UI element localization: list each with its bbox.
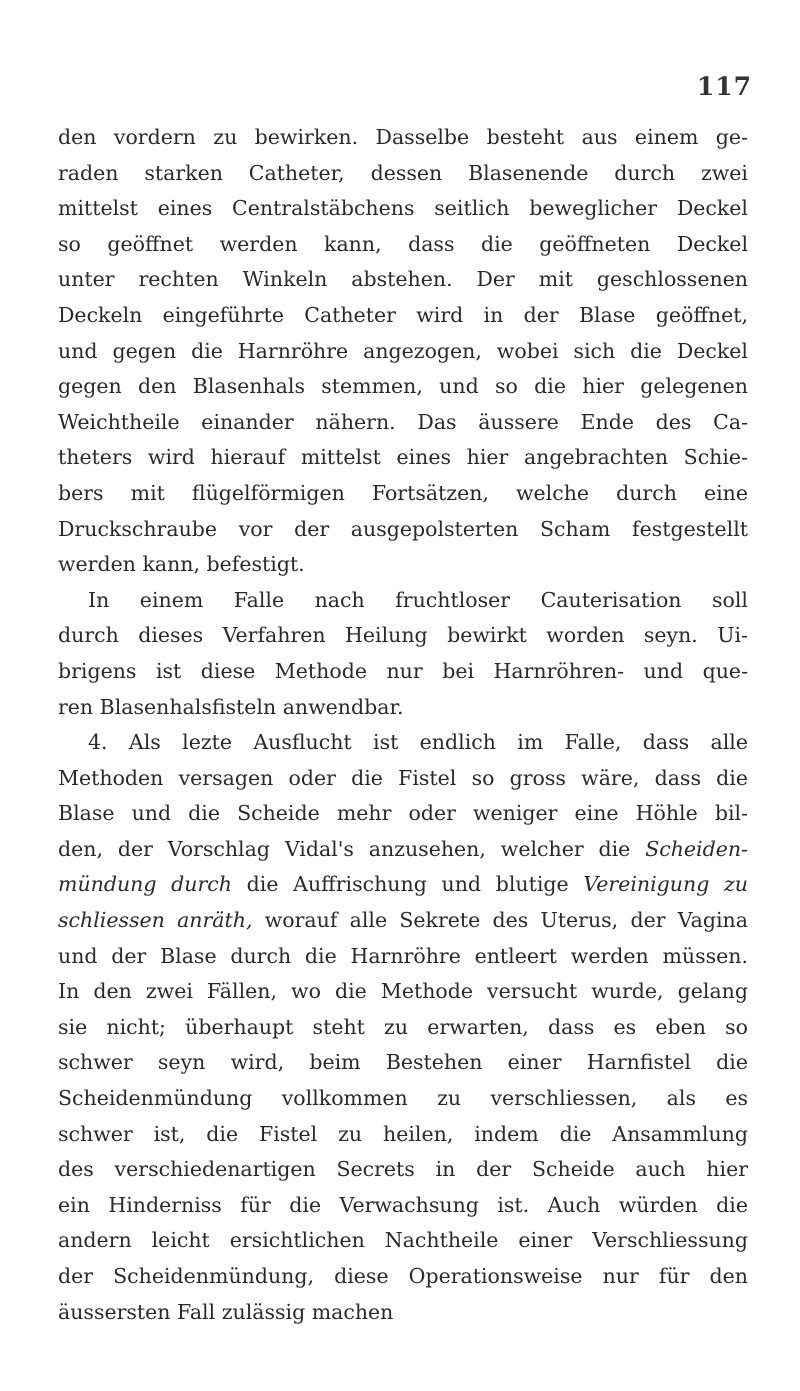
text-line	[58, 690, 748, 726]
text-line	[58, 476, 748, 512]
text-run: Scheidenmündung vollkommen zu verschliessen, als es	[58, 1086, 748, 1111]
text-run: und der Blase durch die Harnröhre entleert werden müssen.	[58, 943, 748, 968]
text-run: sie nicht; überhaupt steht zu erwarten, dass es eben so	[58, 1014, 748, 1039]
body-text	[58, 120, 748, 1330]
text-run: Weichtheile einander nähern. Das äussere Ende des Ca-	[58, 409, 748, 434]
text-run: schwer ist, die Fistel zu heilen, indem die Ansammlung	[58, 1121, 748, 1146]
text-run: unter rechten Winkeln abstehen. Der mit geschlossenen	[58, 267, 748, 292]
text-line	[58, 1295, 748, 1331]
italic-text: Scheiden-	[645, 836, 748, 861]
text-run: brigens ist diese Methode nur bei Harnröhren- und que-	[58, 658, 748, 683]
text-run: ren Blasenhalsfisteln anwendbar.	[58, 694, 404, 719]
text-line	[58, 867, 748, 903]
italic-text: schliessen anräth,	[58, 908, 253, 933]
text-run: theters wird hierauf mittelst eines hier angebrachten Schie-	[58, 445, 748, 470]
text-run: Methoden versagen oder die Fistel so gross wäre, dass die	[58, 765, 748, 790]
text-line	[58, 618, 748, 654]
text-line	[58, 1081, 748, 1117]
page-number: 117	[696, 72, 752, 101]
text-run: bers mit flügelförmigen Fortsätzen, welche durch eine	[58, 480, 748, 505]
text-line	[58, 120, 748, 156]
text-run: Druckschraube vor der ausgepolsterten Scham festgestellt	[58, 516, 748, 541]
text-line	[58, 583, 748, 619]
text-run: die Auffrischung und blutige	[232, 872, 584, 897]
text-line	[58, 1117, 748, 1153]
text-run: äussersten Fall zulässig machen	[58, 1299, 394, 1324]
text-run: Blase und die Scheide mehr oder weniger eine Höhle bil-	[58, 801, 748, 826]
text-run: andern leicht ersichtlichen Nachtheile einer Verschliessung	[58, 1228, 748, 1253]
text-line	[58, 1152, 748, 1188]
text-line	[58, 369, 748, 405]
text-run: In einem Falle nach fruchtloser Cauterisation soll	[88, 587, 748, 612]
text-line	[58, 1259, 748, 1295]
text-run: raden starken Catheter, dessen Blasenende durch zwei	[58, 160, 748, 185]
text-line	[58, 227, 748, 263]
text-run: werden kann, befestigt.	[58, 552, 305, 577]
text-line	[58, 1223, 748, 1259]
text-run: der Scheidenmündung, diese Operationsweise nur für den	[58, 1264, 748, 1288]
text-run: den vordern zu bewirken. Dasselbe besteht aus einem ge-	[58, 125, 748, 149]
text-line	[58, 796, 748, 832]
text-line	[58, 440, 748, 476]
text-run: so geöffnet werden kann, dass die geöffneten Deckel	[58, 231, 748, 256]
italic-text: Vereinigung zu	[583, 872, 748, 897]
text-line	[58, 761, 748, 797]
text-run: durch dieses Verfahren Heilung bewirkt worden seyn. Ui-	[58, 623, 748, 648]
text-line	[58, 1010, 748, 1046]
italic-text: mündung durch	[58, 872, 232, 897]
text-line	[58, 298, 748, 334]
text-line	[58, 262, 748, 298]
text-run: den, der Vorschlag Vidal's anzusehen, welcher die	[58, 836, 646, 861]
text-line	[58, 512, 748, 548]
text-line	[58, 725, 748, 761]
text-line	[58, 903, 748, 939]
text-line	[58, 547, 748, 583]
text-run: schwer seyn wird, beim Bestehen einer Harnfistel die	[58, 1050, 748, 1075]
text-line	[58, 334, 748, 370]
text-run: gegen den Blasenhals stemmen, und so die hier gelegenen	[58, 374, 748, 399]
text-line	[58, 191, 748, 227]
text-run: In den zwei Fällen, wo die Methode versucht wurde, gelang	[58, 979, 748, 1004]
text-run: worauf alle Sekrete des Uterus, der Vagina	[252, 908, 748, 933]
text-run: mittelst eines Centralstäbchens seitlich beweglicher Deckel	[58, 196, 748, 221]
text-run: des verschiedenartigen Secrets in der Scheide auch hier	[58, 1157, 748, 1182]
text-run: ein Hinderniss für die Verwachsung ist. Auch würden die	[58, 1192, 748, 1217]
text-line	[58, 654, 748, 690]
text-line	[58, 405, 748, 441]
text-line	[58, 974, 748, 1010]
text-line	[58, 939, 748, 975]
text-line	[58, 156, 748, 192]
text-line	[58, 1045, 748, 1081]
text-line	[58, 1188, 748, 1224]
text-run: 4. Als lezte Ausflucht ist endlich im Falle, dass alle	[88, 730, 748, 755]
text-line	[58, 832, 748, 868]
text-run: Deckeln eingeführte Catheter wird in der Blase geöffnet,	[58, 302, 748, 327]
text-run: und gegen die Harnröhre angezogen, wobei sich die Deckel	[58, 338, 748, 363]
